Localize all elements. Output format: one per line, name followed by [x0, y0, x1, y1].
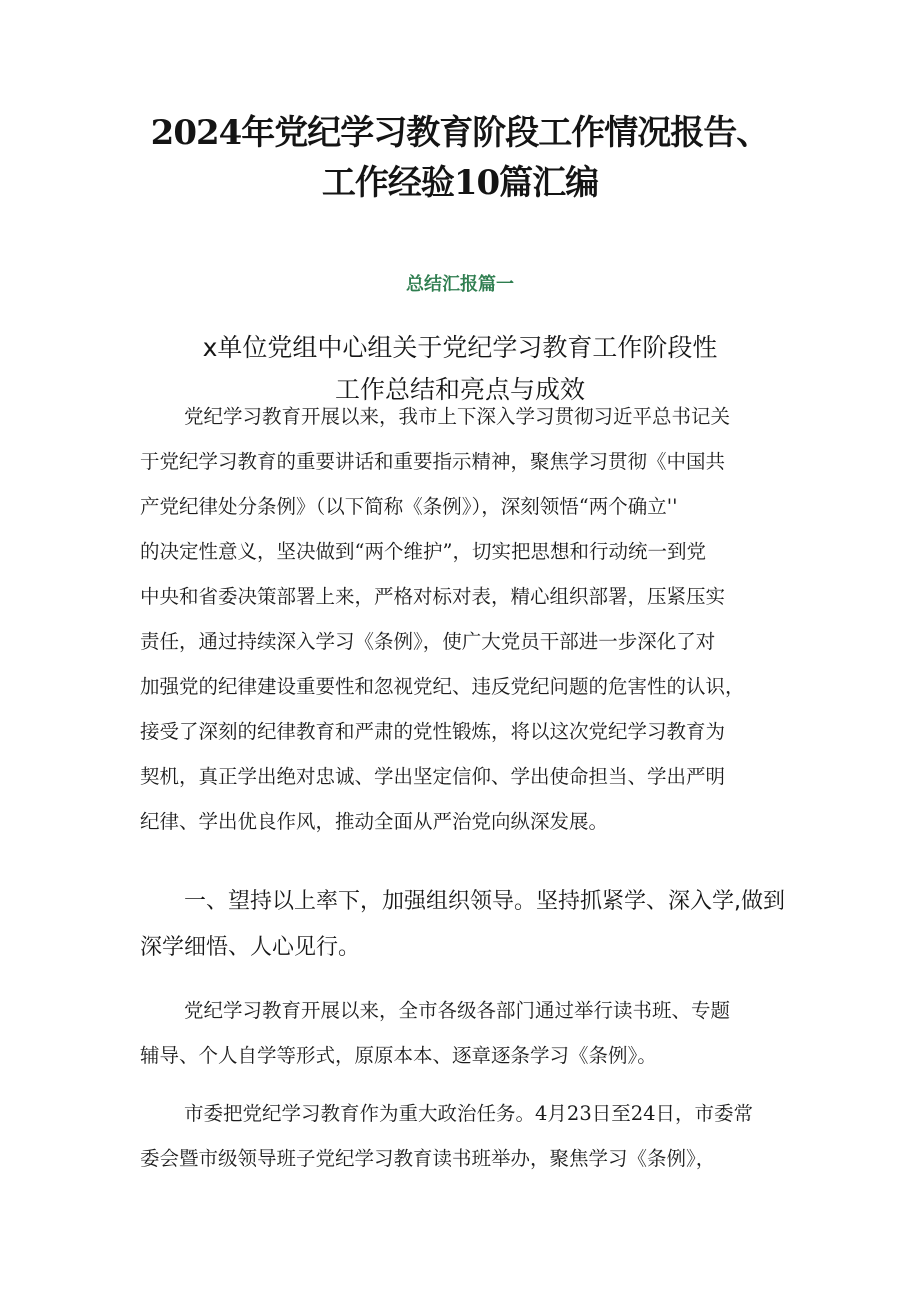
document-title-line-2: 工作经验10篇汇编 [321, 163, 599, 203]
paragraph-1-line: 责任，通过持续深入学习《条例》，使广大党员干部进一步深化了对 [140, 630, 716, 653]
paragraph-3-line: 市委把党纪学习教育作为重大政治任务。4月23日至24日，市委常 [184, 1102, 754, 1125]
paragraph-1-line: 中央和省委决策部署上来，严格对标对表，精心组织部署，压紧压实 [140, 585, 726, 608]
section-heading-1-line: 一、望持以上率下，加强组织领导。坚持抓紧学、深入学,做到 [184, 889, 785, 914]
subtitle-line-1: x单位党组中心组关于党纪学习教育工作阶段性 [202, 333, 718, 362]
paragraph-1-line: 产党纪律处分条例》（以下简称《条例》），深刻领悟“两个确立'' [140, 495, 678, 518]
paragraph-2-line: 辅导、个人自学等形式，原原本本、逐章逐条学习《条例》。 [140, 1044, 657, 1067]
paragraph-1-line: 契机，真正学出绝对忠诚、学出坚定信仰、学出使命担当、学出严明 [140, 765, 726, 788]
paragraph-2-line: 党纪学习教育开展以来，全市各级各部门通过举行读书班、专题 [184, 999, 731, 1022]
paragraph-1-line: 于党纪学习教育的重要讲话和重要指示精神，聚焦学习贯彻《中国共 [140, 450, 726, 473]
paragraph-3-line: 委会暨市级领导班子党纪学习教育读书班举办，聚焦学习《条例》， [140, 1147, 716, 1170]
paragraph-1-line: 加强党的纪律建设重要性和忽视党纪、违反党纪问题的危害性的认识， [140, 675, 745, 698]
subtitle-line-2: 工作总结和亮点与成效 [334, 375, 585, 404]
paragraph-1-line: 党纪学习教育开展以来，我市上下深入学习贯彻习近平总书记关 [184, 405, 731, 428]
document-title-line-1: 2024年党纪学习教育阶段工作情况报告、 [150, 113, 770, 153]
paragraph-1-line: 接受了深刻的纪律教育和严肃的党性锻炼，将以这次党纪学习教育为 [140, 720, 726, 743]
paragraph-1-line: 的决定性意义，坚决做到“两个维护”，切实把思想和行动统一到党 [140, 540, 706, 563]
paragraph-1-line: 纪律、学出优良作风，推动全面从严治党向纵深发展。 [140, 810, 609, 833]
section-heading-1-line: 深学细悟、人心见行。 [140, 935, 361, 960]
section-label: 总结汇报篇一 [406, 274, 514, 295]
